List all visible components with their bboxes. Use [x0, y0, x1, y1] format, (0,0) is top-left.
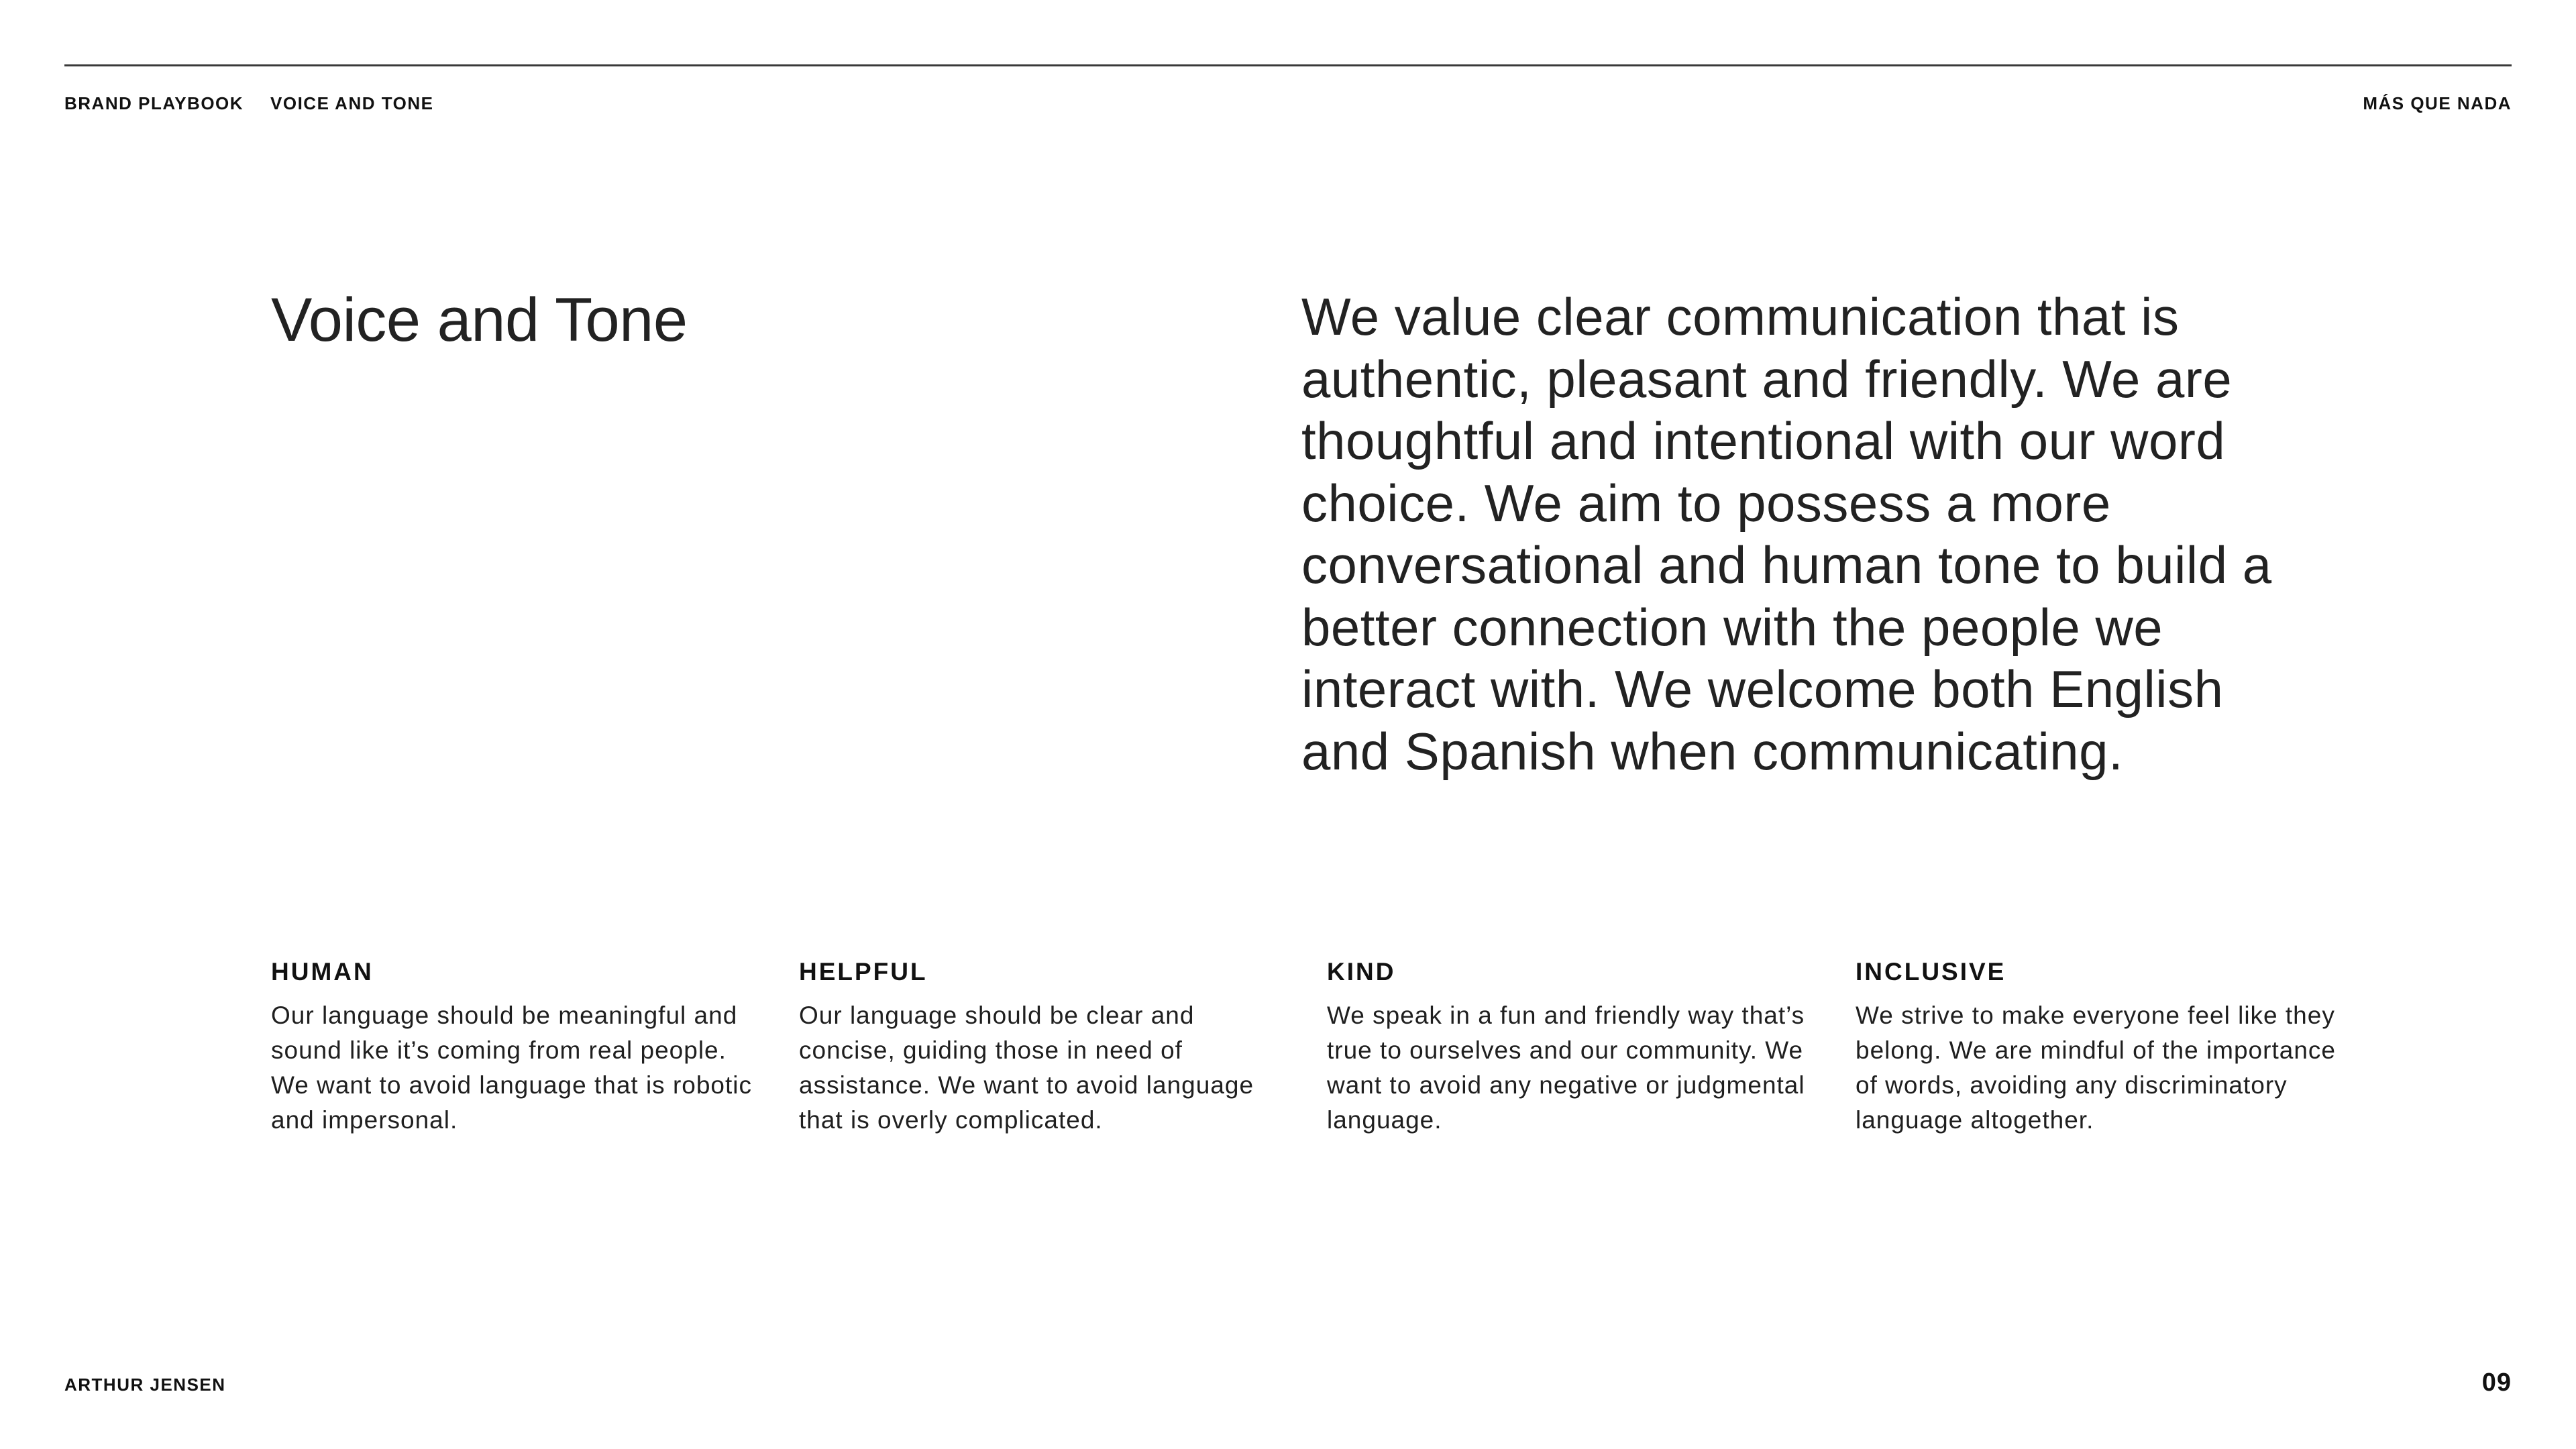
pillar-kind: [1327, 958, 1810, 1138]
pillar-description: We strive to make everyone feel like they belong. We are mindful of the importance of words, avoiding any discriminatory language altogether.: [1856, 1002, 2336, 1134]
footer-author: ARTHUR JENSEN: [64, 1375, 226, 1395]
page-title: Voice and Tone: [271, 286, 688, 354]
pillar-heading: KIND: [1327, 958, 1396, 985]
pillar-description: Our language should be clear and concise, guiding those in need of assistance. We want to avoid language that is overly complicated.: [799, 1002, 1254, 1134]
intro-paragraph: We value clear communication that is authentic, pleasant and friendly. We are thoughtful and intentional with our word choice. We aim to possess a more conversational and human tone to build a better connection with the people we interact with. We welcome both English and Spanish when communicating.: [1301, 287, 2272, 781]
page-number: 09: [2481, 1368, 2512, 1397]
pillar-description: We speak in a fun and friendly way that’s true to ourselves and our community. We want to avoid any negative or judgmental language.: [1327, 1002, 1805, 1134]
pillar-heading: HELPFUL: [799, 958, 928, 985]
header-divider: [64, 64, 2512, 66]
pillar-description: Our language should be meaningful and sound like it’s coming from real people. We want to avoid language that is robotic and impersonal.: [271, 1002, 753, 1134]
brand-name: MÁS QUE NADA: [2363, 93, 2512, 113]
breadcrumb-voice-and-tone: VOICE AND TONE: [270, 93, 434, 113]
pillar-human: [271, 958, 754, 1138]
breadcrumb-brand-playbook: BRAND PLAYBOOK: [64, 93, 244, 113]
pillar-helpful: [799, 958, 1282, 1138]
pillar-inclusive: [1856, 958, 2339, 1138]
page-header: [64, 93, 2512, 115]
pillar-heading: HUMAN: [271, 958, 374, 985]
pillar-heading: INCLUSIVE: [1856, 958, 2006, 985]
